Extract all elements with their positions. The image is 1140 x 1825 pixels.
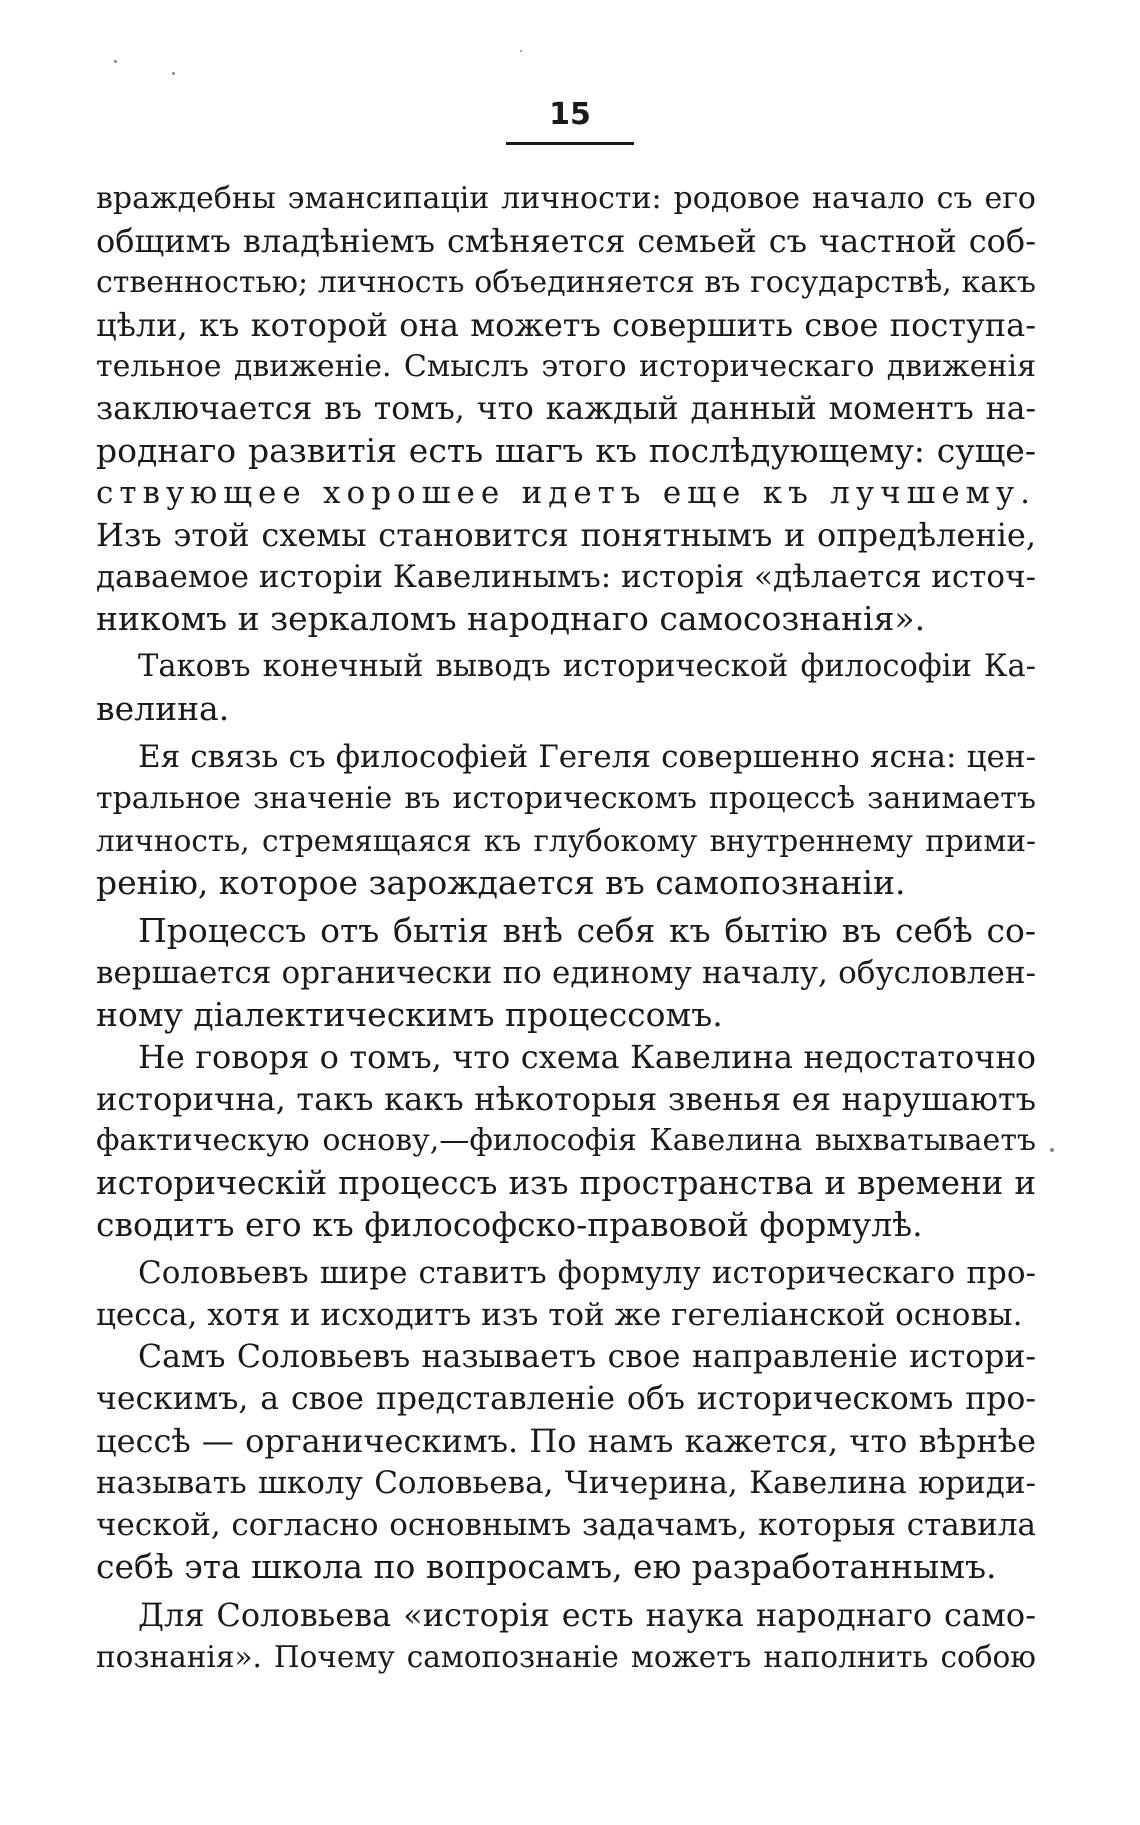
text-line: враждебны эмансипаціи личности: родовое начало съ его [96,181,1036,216]
text-line: Самъ Соловьевъ называетъ свое направленіе истори- [138,1339,1036,1375]
text-line: роднаго развитія есть шагъ къ послѣдующему: суще- [96,431,1036,470]
page-number-rule [506,142,634,145]
text-line: ному діалектическимъ процессомъ. [96,995,723,1034]
text-line: цѣли, къ которой она можетъ совершить свое поступа- [96,306,1036,344]
text-line: тельное движеніе. Смыслъ этого историческаго движенія [96,349,1036,384]
text-line: личность, стремящаяся къ глубокому внутреннему прими- [96,824,1036,858]
text-line: тральное значеніе въ историческомъ процессѣ занимаетъ [96,781,1036,816]
text-line: цесса, хотя и исходитъ изъ той же гегеліанской основы. [96,1297,1023,1333]
text-line: Ея связь съ философіей Гегеля совершенно ясна: цен- [138,739,1036,775]
text-line: Изъ этой схемы становится понятнымъ и опредѣленіе, [96,516,1036,554]
text-line: ренію, которое зарождается въ самопознаніи. [96,863,906,902]
text-line: историческій процессъ изъ пространства и времени и [96,1164,1036,1202]
text-line: велина. [96,689,230,728]
text-line: Соловьевъ шире ставитъ формулу историческаго про- [138,1255,1036,1291]
text-line: ческимъ, а свое представленіе объ историческомъ про- [96,1381,1036,1417]
text-line: Для Соловьева «исторія есть наука народнаго само- [138,1596,1036,1634]
text-line: познанія». Почему самопознаніе можетъ наполнить собою [96,1640,1036,1674]
body-text [96,178,1036,1678]
text-line: вершается органически по единому началу, обусловлен- [96,955,1036,991]
page-number: 15 [549,97,591,132]
text-line: заключается въ томъ, что каждый данный моментъ на- [96,391,1036,427]
text-line: Процессъ отъ бытія внѣ себя къ бытію въ себѣ со- [138,911,1036,950]
text-line: цессѣ — органическимъ. По намъ кажется, что вѣрнѣе [96,1422,1036,1460]
text-line: Не говоря о томъ, что схема Кавелина недостаточно [138,1038,1036,1076]
text-line: ческой, согласно основнымъ задачамъ, которыя ставила [96,1507,1036,1543]
text-line: называть школу Соловьева, Чичерина, Кавелина юриди- [96,1465,1036,1501]
text-line: себѣ эта школа по вопросамъ, ею разработаннымъ. [96,1547,997,1586]
text-line: сводитъ его къ философско-правовой формулѣ. [96,1205,923,1244]
text-line: общимъ владѣніемъ смѣняется семьей съ частной соб- [96,222,1036,260]
text-line: фактическую основу,—философія Кавелина выхватываетъ [96,1123,1036,1158]
text-line: ственностью; личность объединяется въ государствѣ, какъ [96,265,1036,300]
text-line: Таковъ конечный выводъ исторической философіи Ка- [138,649,1036,684]
text-line: никомъ и зеркаломъ народнаго самосознанія». [96,599,926,638]
text-line: исторична, такъ какъ нѣкоторыя звенья ея нарушаютъ [96,1080,1036,1118]
text-line: ствующее хорошее идетъ еще къ лучшему. [96,475,1036,511]
text-line: даваемое исторіи Кавелинымъ: исторія «дѣлается источ- [96,559,1036,595]
